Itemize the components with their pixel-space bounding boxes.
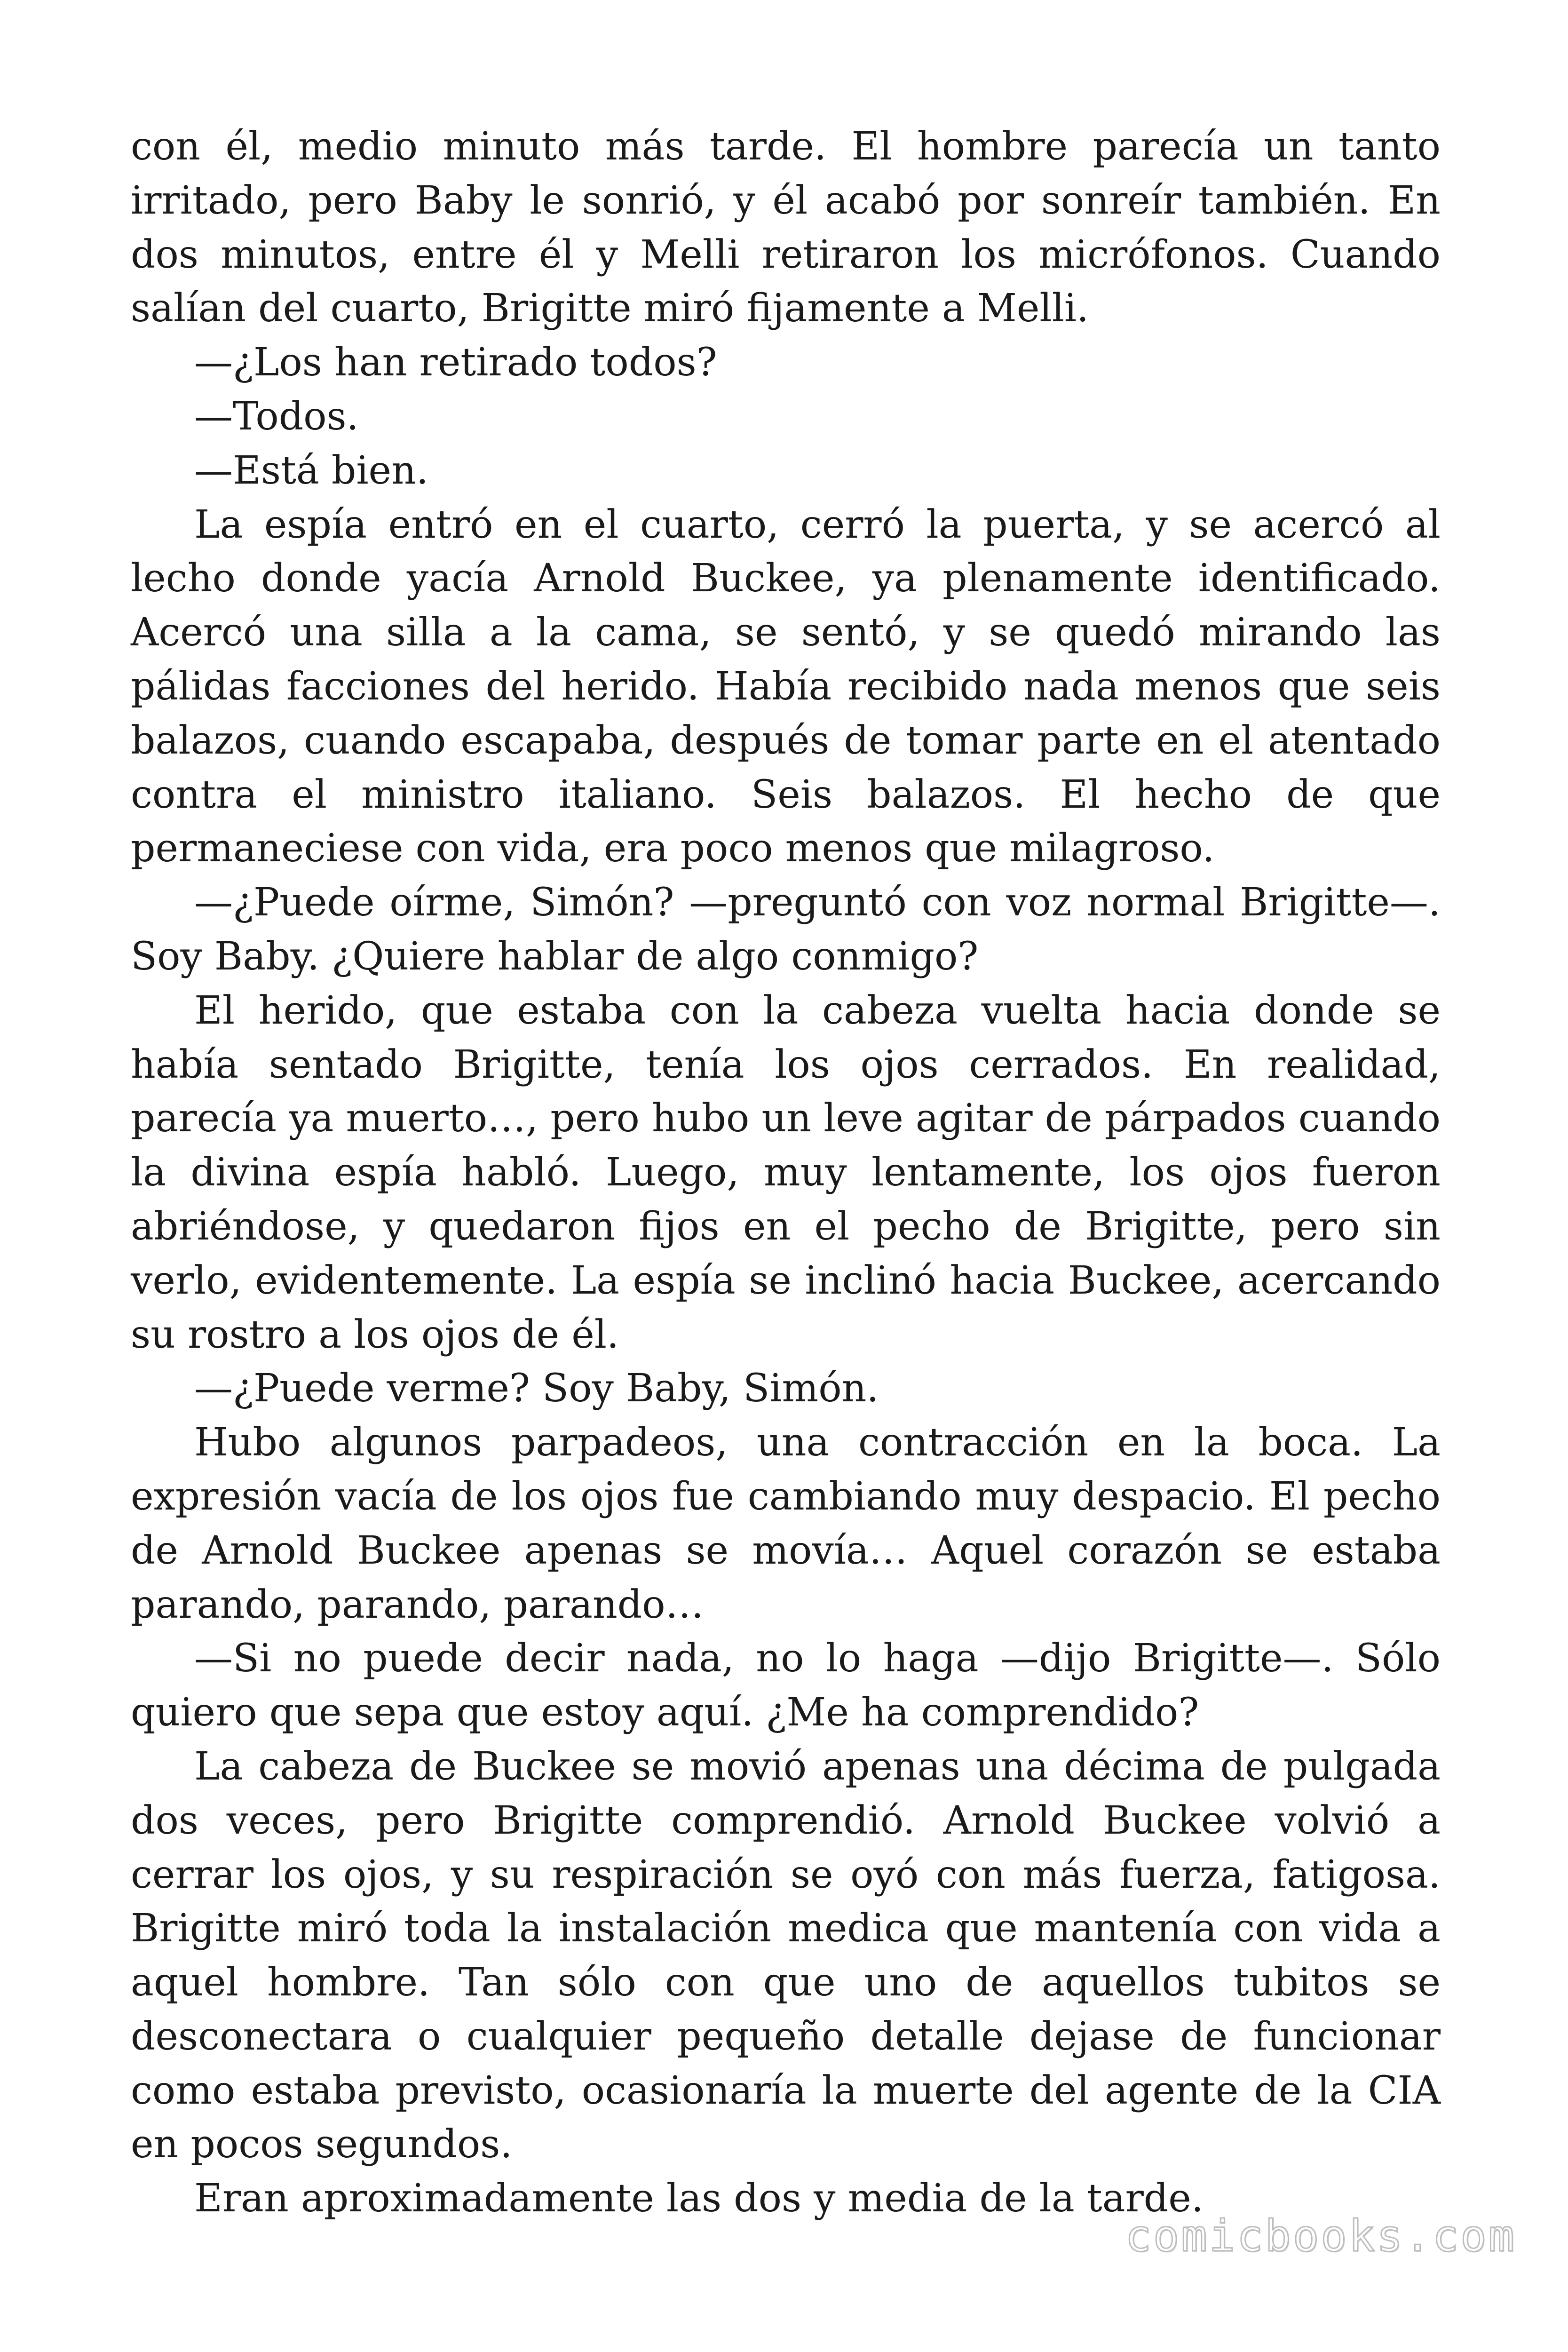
paragraph-1: con él, medio minuto más tarde. El hombre parecía un tanto irritado, pero Baby le sonrió, y él acabó por sonreír también. En dos minutos, entre él y Melli retiraron los micrófonos. Cuando salían del cuarto, Brigitte miró fijamente a Melli. [131, 124, 1441, 331]
watermark: comicbooks.com [1125, 2211, 1516, 2261]
paragraph-12: Eran aproximadamente las dos y media de la tarde. [194, 2176, 1204, 2221]
paragraph-3: —Todos. [194, 394, 359, 439]
paragraph-9: Hubo algunos parpadeos, una contracción en la boca. La expresión vacía de los ojos fue cambiando muy despacio. El pecho de Arnold Buckee apenas se movía… Aquel corazón se estaba parando, parando, parando… [131, 1420, 1441, 1627]
body-text [131, 120, 1441, 2226]
paragraph-5: La espía entró en el cuarto, cerró la puerta, y se acercó al lecho donde yacía Arnold Buckee, ya plenamente identificado. Acercó una silla a la cama, se sentó, y se quedó mirando las pálidas facciones del herido. Había recibido nada menos que seis balazos, cuando escapaba, después de tomar parte en el atentado contra el ministro italiano. Seis balazos. El hecho de que permaneciese con vida, era poco menos que milagroso. [131, 502, 1441, 871]
paragraph-2: —¿Los han retirado todos? [194, 340, 717, 385]
paragraph-11: La cabeza de Buckee se movió apenas una décima de pulgada dos veces, pero Brigitte comprendió. Arnold Buckee volvió a cerrar los ojos, y su respiración se oyó con más fuerza, fatigosa. Brigitte miró toda la instalación medica que mantenía con vida a aquel hombre. Tan sólo con que uno de aquellos tubitos se desconectara o cualquier pequeño detalle dejase de funcionar como estaba previsto, ocasionaría la muerte del agente de la CIA en pocos segundos. [131, 1744, 1441, 2167]
paragraph-10: —Si no puede decir nada, no lo haga —dijo Brigitte—. Sólo quiero que sepa que estoy aquí. ¿Me ha comprendido? [131, 1636, 1441, 1735]
paragraph-7: El herido, que estaba con la cabeza vuelta hacia donde se había sentado Brigitte, tenía los ojos cerrados. En realidad, parecía ya muerto…, pero hubo un leve agitar de párpados cuando la divina espía habló. Luego, muy lentamente, los ojos fueron abriéndose, y quedaron fijos en el pecho de Brigitte, pero sin verlo, evidentemente. La espía se inclinó hacia Buckee, acercando su rostro a los ojos de él. [131, 988, 1441, 1357]
paragraph-4: —Está bien. [194, 448, 428, 493]
paragraph-6: —¿Puede oírme, Simón? —preguntó con voz normal Brigitte—. Soy Baby. ¿Quiere hablar de algo conmigo? [131, 880, 1441, 979]
paragraph-8: —¿Puede verme? Soy Baby, Simón. [194, 1366, 879, 1411]
